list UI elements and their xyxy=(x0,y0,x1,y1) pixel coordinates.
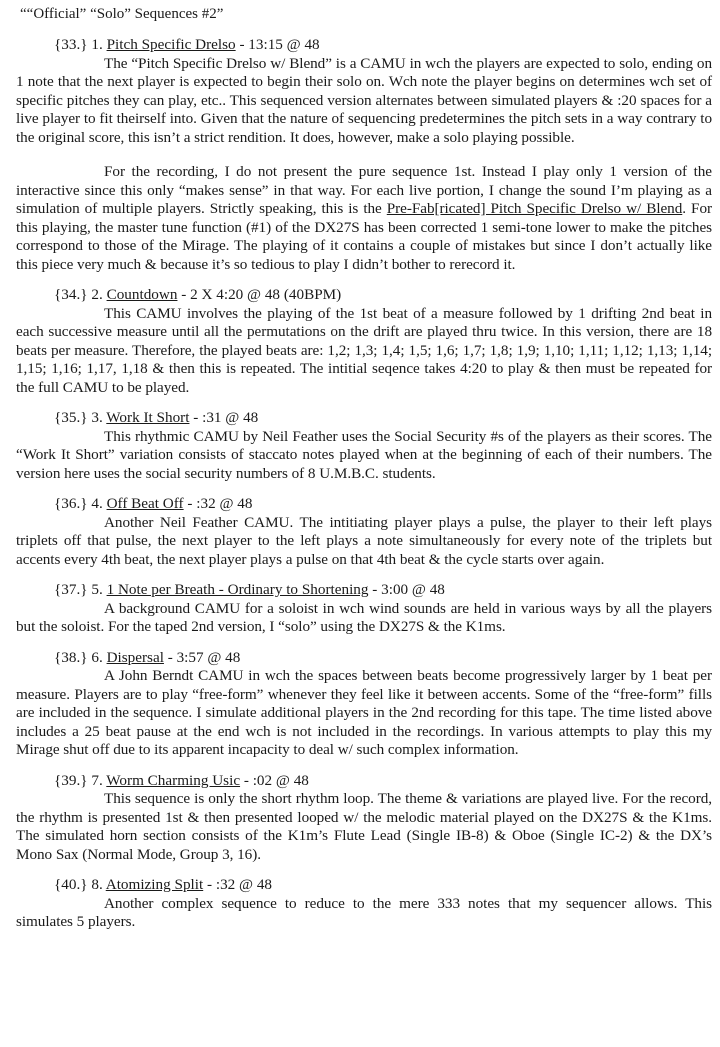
entry-number: 7. xyxy=(91,771,103,789)
paragraph-text: This CAMU involves the playing of the 1st beat of a measure followed by 1 drifting 2nd beat in each successive measure until all the permutations on the drift are played thru twice. In this version, there are 18 beats per measure. Therefore, the played beats are: 1,2; 1,3; 1,4; 1,5; 1,6; 1,7; 1,8; 1,9; 1,10; 1,11; 1,12; 1,13; 1,14; 1,15; 1,16; 1,17, 1,18 & then this is repeated. The intitial seqence takes 4:20 to play & then must be repeated for the full CAMU to be played. xyxy=(16,304,712,396)
entry-timing: - :31 @ 48 xyxy=(189,409,259,426)
paragraph-text: A John Berndt CAMU in wch the spaces between beats become progressively larger by 1 beat per measure. Players are to play “free-form” whenever they feel like it between accents. Some of the “free-form” fills are included in the sequence. I simulate additional players in the 2nd recording for this tape. The time listed above includes a 25 beat pause at the end wch is not included in the recordings. In various attempts to play this my Mirage shut off due to its apparent incapacity to deal w/ such complex information. xyxy=(16,667,712,758)
entry-ref: {36.} xyxy=(54,495,88,512)
entry-paragraph xyxy=(16,514,712,570)
entry-paragraph xyxy=(16,895,712,932)
entry-number: 1. xyxy=(91,36,103,53)
entry-paragraph xyxy=(16,55,712,148)
entry-heading xyxy=(16,409,712,428)
entry-ref: {40.} xyxy=(54,876,88,893)
entry-heading xyxy=(16,495,712,514)
paragraph-text: . For this playing, the master tune function (#1) of the DX27S has been corrected 1 semi-tone lower to make the pitches correspond to those of the Mirage. The playing of it contains a couple of mistakes but since I don’t actually like this piece very much & because it’s so tedious to play I didn’t bother to rerecord it. xyxy=(16,200,712,273)
entry-heading xyxy=(16,36,712,55)
entry-timing: - 13:15 @ 48 xyxy=(235,36,320,53)
entry-heading xyxy=(16,649,712,668)
entry-paragraph xyxy=(16,428,712,484)
paragraph-text: A background CAMU for a soloist in wch wind sounds are held in various ways by all the players but the soloist. For the taped 2nd version, I “solo” using the DX27S & the K1ms. xyxy=(16,599,712,635)
entry-timing: - 3:57 @ 48 xyxy=(163,648,241,666)
entry-name: Worm Charming Usic xyxy=(106,771,241,789)
entry-name: Dispersal xyxy=(106,648,164,666)
entry-timing: - 2 X 4:20 @ 48 (40BPM) xyxy=(177,286,342,303)
entry-number: 2. xyxy=(91,286,103,303)
sequence-entry xyxy=(16,36,712,274)
entry-name: Pitch Specific Drelso xyxy=(106,36,236,53)
entry-name: 1 Note per Breath - Ordinary to Shortening xyxy=(106,581,369,598)
sequence-entry xyxy=(16,495,712,569)
entry-paragraph xyxy=(16,667,712,760)
entry-paragraph xyxy=(16,790,712,864)
entry-number: 5. xyxy=(91,581,103,598)
paragraph-text: This sequence is only the short rhythm loop. The theme & variations are played live. For the record, the rhythm is presented 1st & then presented looped w/ the melodic material played on the DX27S & the K1ms. The simulated horn section consists of the K1m’s Flute Lead (Single IB-8) & Oboe (Single IC-2) & the DX’s Mono Sax (Normal Mode, Group 3, 16). xyxy=(16,790,712,863)
paragraph-text: The “Pitch Specific Drelso w/ Blend” is a CAMU in wch the players are expected to solo, ending on 1 note that the next player is expected to begin their solo on. Wch note the player begins on determines wch set of specific pitches they can play, etc.. This sequenced version alternates between simulated players & :20 spaces for a live player to fit theirself into. Given that the nature of sequencing predetermines the pitch sets in a way contrary to the original score, this isn’t a strict rendition. It does, however, make a solo playing possible. xyxy=(16,54,712,146)
entries-list xyxy=(16,36,712,932)
entry-timing: - 3:00 @ 48 xyxy=(368,581,445,598)
paragraph-text: Another complex sequence to reduce to the mere 333 notes that my sequencer allows. This simulates 5 players. xyxy=(16,894,712,930)
entry-name: Atomizing Split xyxy=(105,876,204,893)
entry-ref: {34.} xyxy=(54,286,88,303)
paragraph-text: For the recording, I do not present the pure sequence 1st. Instead I play only 1 version of the interactive since this only “makes sense” in that way. For each live portion, I change the sound I’m playing as a simulation of multiple players. Strictly speaking, this is the xyxy=(16,163,712,217)
entry-timing: - :32 @ 48 xyxy=(203,876,273,893)
sequence-entry xyxy=(16,581,712,637)
entry-number: 6. xyxy=(91,648,103,666)
sequence-entry xyxy=(16,286,712,397)
entry-ref: {33.} xyxy=(54,36,88,53)
entry-ref: {39.} xyxy=(54,771,88,789)
sequence-entry xyxy=(16,409,712,483)
entry-name: Work It Short xyxy=(106,409,190,426)
entry-ref: {37.} xyxy=(54,581,88,598)
entry-paragraph xyxy=(16,305,712,398)
sequence-entry xyxy=(16,649,712,760)
entry-number: 3. xyxy=(91,409,103,426)
entry-heading xyxy=(16,286,712,305)
paragraph-text: Another Neil Feather CAMU. The intitiating player plays a pulse, the player to their left plays triplets off that pulse, the next player to the left plays a note simultaneously for every note of the triplets but accents every 4th beat, the next player plays a pulse on that 4th beat & the cycle starts over again. xyxy=(16,513,712,568)
entry-timing: - :32 @ 48 xyxy=(183,495,253,512)
entry-number: 8. xyxy=(91,876,103,893)
entry-name: Off Beat Off xyxy=(106,495,184,512)
sequence-entry xyxy=(16,876,712,932)
sequence-entry xyxy=(16,772,712,865)
entry-number: 4. xyxy=(91,495,103,512)
paragraph-text: This rhythmic CAMU by Neil Feather uses the Social Security #s of the players as their scores. The “Work It Short” variation consists of staccato notes played when at the beginning of each of their numbers. The version here uses the social security numbers of 8 U.M.B.C. students. xyxy=(16,427,712,482)
entry-paragraph xyxy=(16,600,712,637)
entry-ref: {35.} xyxy=(54,409,88,426)
entry-name: Countdown xyxy=(106,286,178,303)
underlined-title: Pre-Fab[ricated] Pitch Specific Drelso w/ Blend xyxy=(386,200,683,217)
entry-heading xyxy=(16,581,712,600)
entry-heading xyxy=(16,772,712,791)
entry-ref: {38.} xyxy=(54,648,88,666)
entry-timing: - :02 @ 48 xyxy=(240,771,309,789)
entry-paragraph xyxy=(16,163,712,274)
entry-heading xyxy=(16,876,712,895)
document-title: ““Official” “Solo” Sequences #2” xyxy=(20,6,224,22)
